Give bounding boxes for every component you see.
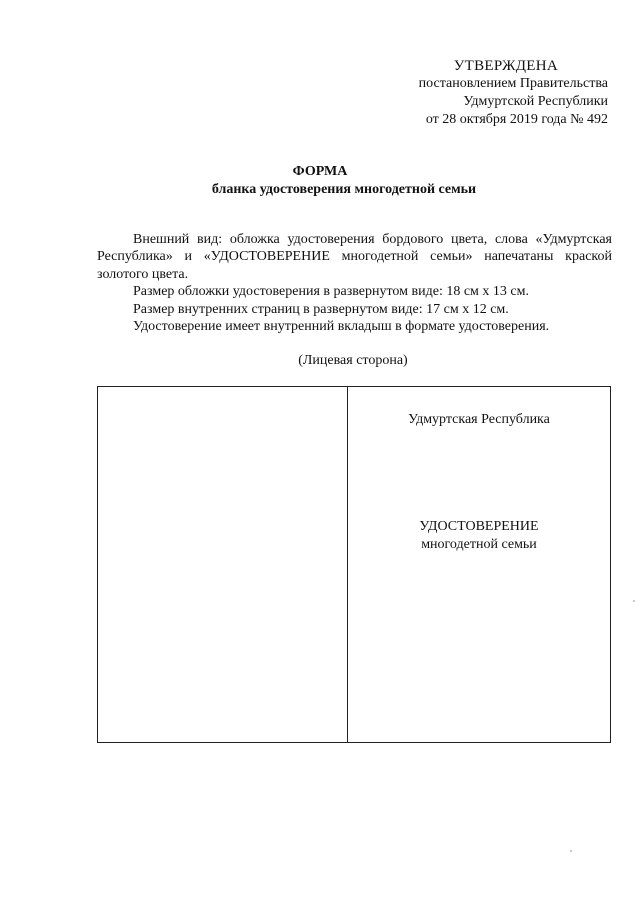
description-block [97,231,612,335]
certificate-cover-frame [97,386,611,743]
approval-line-3: от 28 октября 2019 года № 492 [425,112,608,127]
cover-certificate-heading: УДОСТОВЕРЕНИЕ [419,519,539,534]
description-paragraph-cover-size: Размер обложки удостоверения в развернутом виде: 18 см х 13 см. [133,284,529,300]
title-line-2: бланка удостоверения многодетной семьи [211,182,477,197]
document-title [0,163,640,199]
cover-republic-text: Удмуртская Республика [408,412,550,427]
cover-back-panel [98,387,348,742]
cover-certificate-title [348,518,610,554]
title-line-1: ФОРМА [292,164,348,179]
approval-line-1: постановлением Правительства [418,76,608,91]
description-paragraph-pages-size: Размер внутренних страниц в развернутом виде: 17 см х 12 см. [133,301,509,317]
description-paragraph-appearance: Внешний вид: обложка удостоверения бордового цвета, слова «Удмуртская Республика» и «УДОСТОВЕРЕНИЕ многодетной семьи» напечатаны краской золотого цвета. [97,232,612,282]
cover-front-panel [348,387,610,742]
cover-certificate-subtitle: многодетной семьи [421,537,537,552]
approval-heading: УТВЕРЖДЕНА [453,58,558,74]
front-side-label: (Лицевая сторона) [298,353,408,368]
description-paragraph-insert: Удостоверение имеет внутренний вкладыш в формате удостоверения. [133,319,550,335]
approval-line-2: Удмуртской Республики [463,94,608,109]
scan-speck [633,600,635,602]
approval-block [368,57,608,129]
scan-speck [570,850,572,852]
